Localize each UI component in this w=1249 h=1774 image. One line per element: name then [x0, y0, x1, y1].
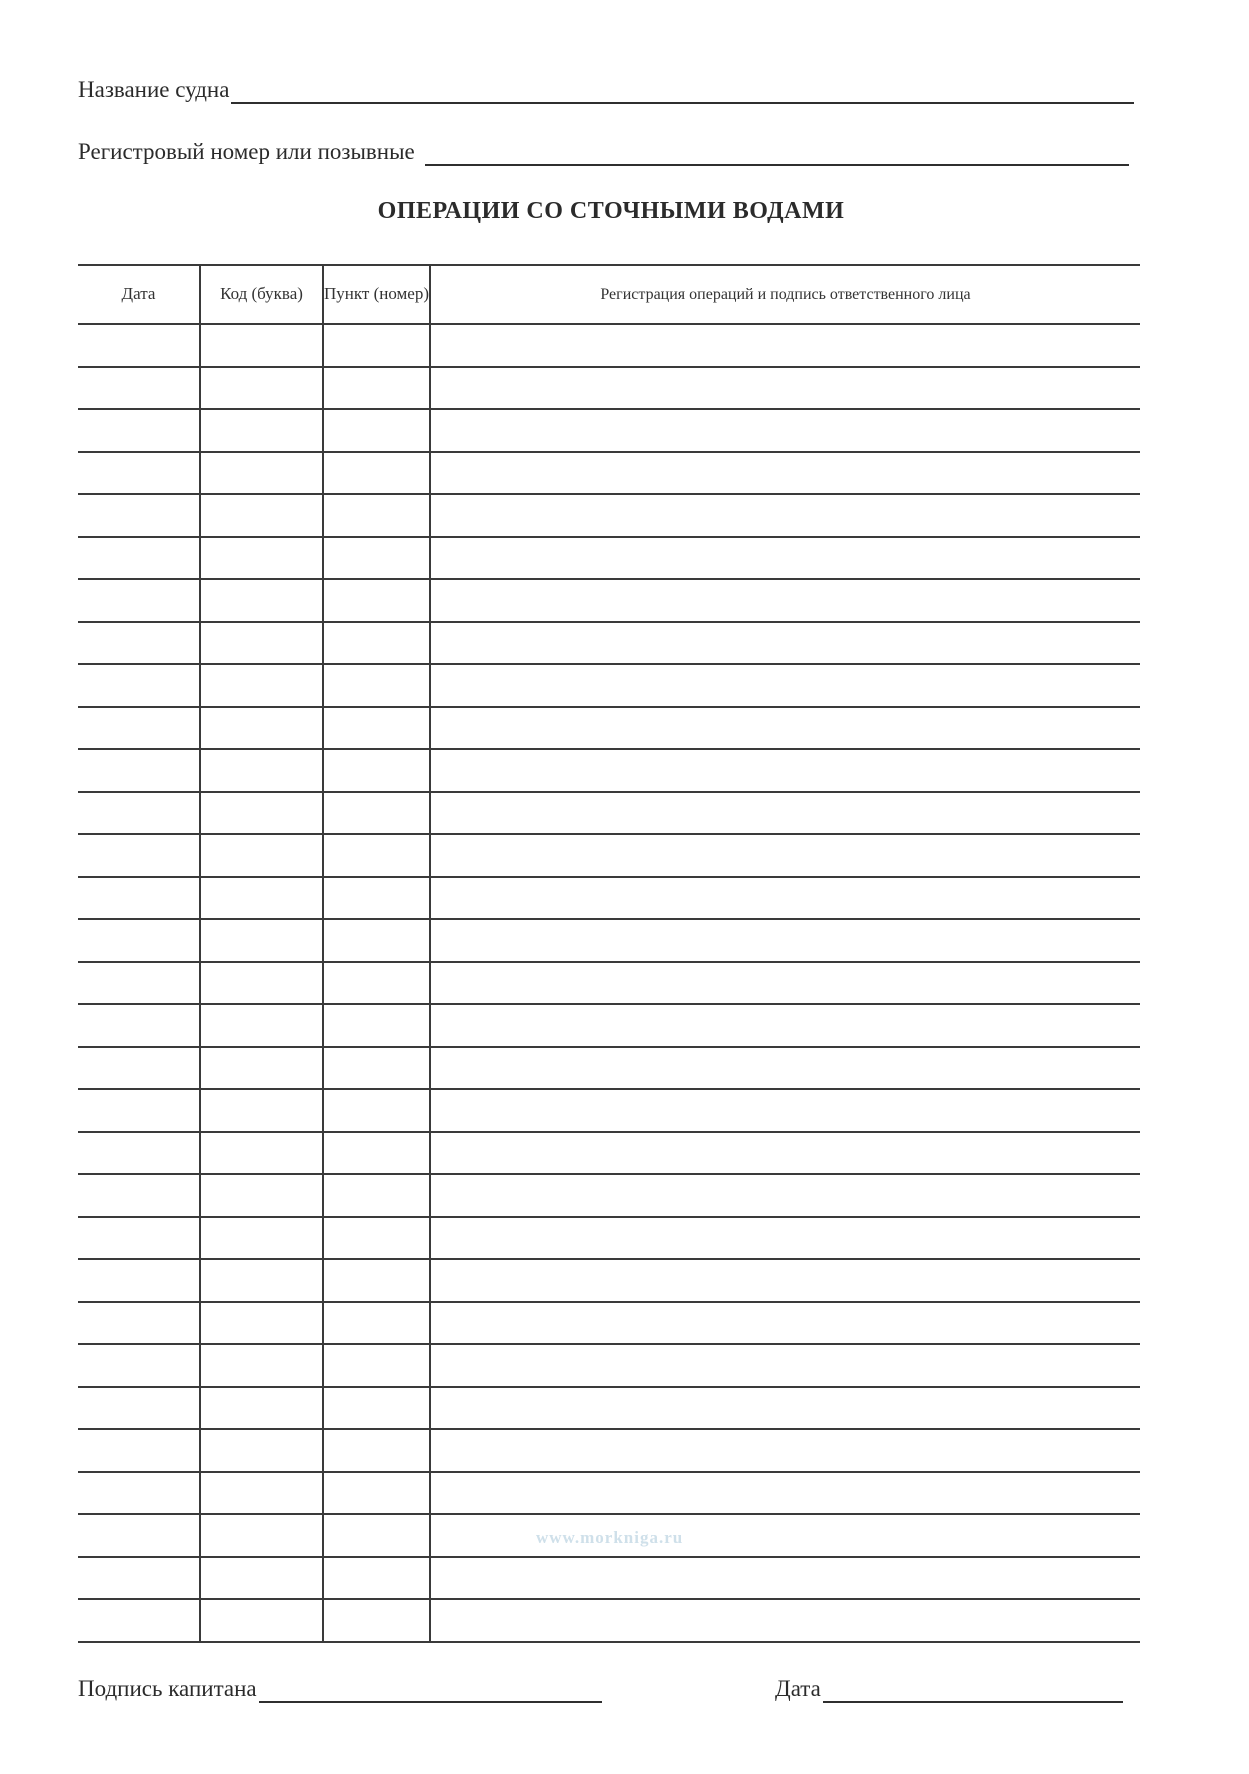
table-row [78, 579, 1140, 622]
cell-item [323, 1514, 430, 1557]
cell-date [78, 919, 200, 962]
cell-date [78, 579, 200, 622]
captain-signature-field [78, 1677, 602, 1703]
cell-item [323, 537, 430, 580]
column-header-item: Пункт (номер) [323, 265, 430, 324]
cell-date [78, 324, 200, 367]
cell-date [78, 494, 200, 537]
table-body [78, 324, 1140, 1642]
table-row [78, 324, 1140, 367]
cell-code [200, 1429, 323, 1472]
registration-field [78, 140, 1129, 166]
table-row [78, 1217, 1140, 1260]
cell-item [323, 1174, 430, 1217]
footer-date-blank [823, 1699, 1123, 1703]
table-row [78, 707, 1140, 750]
registration-blank [425, 162, 1129, 166]
cell-code [200, 749, 323, 792]
cell-item [323, 579, 430, 622]
cell-date [78, 707, 200, 750]
cell-item [323, 1302, 430, 1345]
cell-registration [430, 1004, 1140, 1047]
cell-item [323, 1429, 430, 1472]
cell-date [78, 409, 200, 452]
cell-registration [430, 1344, 1140, 1387]
table-row [78, 1557, 1140, 1600]
cell-item [323, 1089, 430, 1132]
table-row [78, 834, 1140, 877]
cell-code [200, 664, 323, 707]
cell-date [78, 1217, 200, 1260]
cell-code [200, 1302, 323, 1345]
cell-item [323, 1217, 430, 1260]
cell-code [200, 1174, 323, 1217]
table-row [78, 1259, 1140, 1302]
table-row [78, 919, 1140, 962]
table-row [78, 1344, 1140, 1387]
cell-date [78, 1132, 200, 1175]
cell-code [200, 1387, 323, 1430]
footer-date-field [775, 1677, 1123, 1703]
cell-registration [430, 622, 1140, 665]
cell-registration [430, 919, 1140, 962]
cell-registration [430, 409, 1140, 452]
cell-code [200, 1132, 323, 1175]
cell-code [200, 1599, 323, 1642]
cell-registration [430, 1557, 1140, 1600]
watermark: www.morkniga.ru [536, 1528, 684, 1547]
cell-date [78, 1302, 200, 1345]
cell-code [200, 622, 323, 665]
cell-code [200, 1004, 323, 1047]
cell-registration [430, 1174, 1140, 1217]
cell-registration [430, 877, 1140, 920]
cell-item [323, 324, 430, 367]
table-row [78, 537, 1140, 580]
cell-code [200, 1217, 323, 1260]
cell-registration [430, 707, 1140, 750]
cell-item [323, 664, 430, 707]
cell-date [78, 664, 200, 707]
cell-date [78, 452, 200, 495]
vessel-name-field [78, 78, 1134, 104]
cell-item [323, 1344, 430, 1387]
table-row [78, 1089, 1140, 1132]
cell-code [200, 707, 323, 750]
cell-code [200, 367, 323, 410]
cell-registration [430, 1302, 1140, 1345]
table-row [78, 1302, 1140, 1345]
cell-item [323, 877, 430, 920]
cell-item [323, 1132, 430, 1175]
vessel-name-label: Название судна [78, 77, 230, 102]
cell-code [200, 452, 323, 495]
table-row [78, 494, 1140, 537]
captain-signature-blank [259, 1699, 602, 1703]
cell-item [323, 962, 430, 1005]
column-header-date: Дата [78, 265, 200, 324]
table-row [78, 1174, 1140, 1217]
cell-date [78, 1089, 200, 1132]
cell-code [200, 1089, 323, 1132]
cell-registration [430, 749, 1140, 792]
cell-code [200, 1047, 323, 1090]
cell-date [78, 1514, 200, 1557]
cell-item [323, 1004, 430, 1047]
cell-item [323, 1599, 430, 1642]
cell-code [200, 834, 323, 877]
cell-code [200, 1514, 323, 1557]
cell-code [200, 324, 323, 367]
cell-item [323, 452, 430, 495]
cell-code [200, 579, 323, 622]
cell-item [323, 834, 430, 877]
cell-date [78, 1344, 200, 1387]
table-row [78, 409, 1140, 452]
cell-registration [430, 1387, 1140, 1430]
cell-date [78, 1004, 200, 1047]
cell-date [78, 749, 200, 792]
cell-code [200, 1557, 323, 1600]
cell-registration [430, 452, 1140, 495]
cell-date [78, 537, 200, 580]
cell-item [323, 1387, 430, 1430]
cell-registration [430, 367, 1140, 410]
table-row [78, 877, 1140, 920]
table-header-row [78, 265, 1140, 324]
table-row [78, 1004, 1140, 1047]
cell-item [323, 1259, 430, 1302]
table-row [78, 749, 1140, 792]
cell-item [323, 707, 430, 750]
cell-date [78, 792, 200, 835]
table-row [78, 792, 1140, 835]
cell-registration [430, 324, 1140, 367]
cell-code [200, 877, 323, 920]
cell-registration [430, 1429, 1140, 1472]
cell-item [323, 367, 430, 410]
registration-label: Регистровый номер или позывные [78, 139, 415, 164]
cell-date [78, 1259, 200, 1302]
cell-item [323, 1472, 430, 1515]
cell-code [200, 537, 323, 580]
cell-date [78, 962, 200, 1005]
table-row [78, 367, 1140, 410]
cell-date [78, 877, 200, 920]
cell-item [323, 1047, 430, 1090]
cell-registration [430, 1259, 1140, 1302]
captain-signature-label: Подпись капитана [78, 1676, 257, 1701]
cell-code [200, 1472, 323, 1515]
table-row [78, 622, 1140, 665]
table-row [78, 962, 1140, 1005]
table-row [78, 1472, 1140, 1515]
cell-code [200, 919, 323, 962]
cell-registration [430, 792, 1140, 835]
cell-registration [430, 1132, 1140, 1175]
cell-registration [430, 664, 1140, 707]
cell-registration [430, 1472, 1140, 1515]
cell-date [78, 1047, 200, 1090]
cell-code [200, 1259, 323, 1302]
cell-date [78, 834, 200, 877]
cell-item [323, 622, 430, 665]
cell-registration [430, 834, 1140, 877]
cell-date [78, 1429, 200, 1472]
cell-item [323, 409, 430, 452]
operations-log-table [78, 264, 1140, 1643]
table-row [78, 1429, 1140, 1472]
table-row [78, 1599, 1140, 1642]
cell-date [78, 367, 200, 410]
cell-item [323, 1557, 430, 1600]
cell-item [323, 749, 430, 792]
table-row [78, 664, 1140, 707]
cell-registration [430, 1217, 1140, 1260]
cell-code [200, 962, 323, 1005]
cell-registration [430, 1047, 1140, 1090]
cell-date [78, 1472, 200, 1515]
footer-date-label: Дата [775, 1676, 821, 1701]
cell-registration [430, 962, 1140, 1005]
page-title: ОПЕРАЦИИ СО СТОЧНЫМИ ВОДАМИ [377, 198, 845, 224]
column-header-registration: Регистрация операций и подпись ответственного лица [430, 265, 1140, 324]
table-row [78, 1132, 1140, 1175]
cell-date [78, 1557, 200, 1600]
cell-registration [430, 1599, 1140, 1642]
cell-item [323, 919, 430, 962]
cell-item [323, 792, 430, 835]
cell-code [200, 792, 323, 835]
cell-registration [430, 537, 1140, 580]
cell-registration [430, 1089, 1140, 1132]
table-row [78, 1047, 1140, 1090]
table-row [78, 452, 1140, 495]
table-row [78, 1387, 1140, 1430]
cell-date [78, 1387, 200, 1430]
cell-code [200, 1344, 323, 1387]
cell-code [200, 494, 323, 537]
vessel-name-blank [231, 100, 1134, 104]
cell-date [78, 622, 200, 665]
cell-code [200, 409, 323, 452]
cell-date [78, 1174, 200, 1217]
cell-item [323, 494, 430, 537]
cell-registration [430, 494, 1140, 537]
cell-date [78, 1599, 200, 1642]
column-header-code: Код (буква) [200, 265, 323, 324]
cell-registration [430, 579, 1140, 622]
